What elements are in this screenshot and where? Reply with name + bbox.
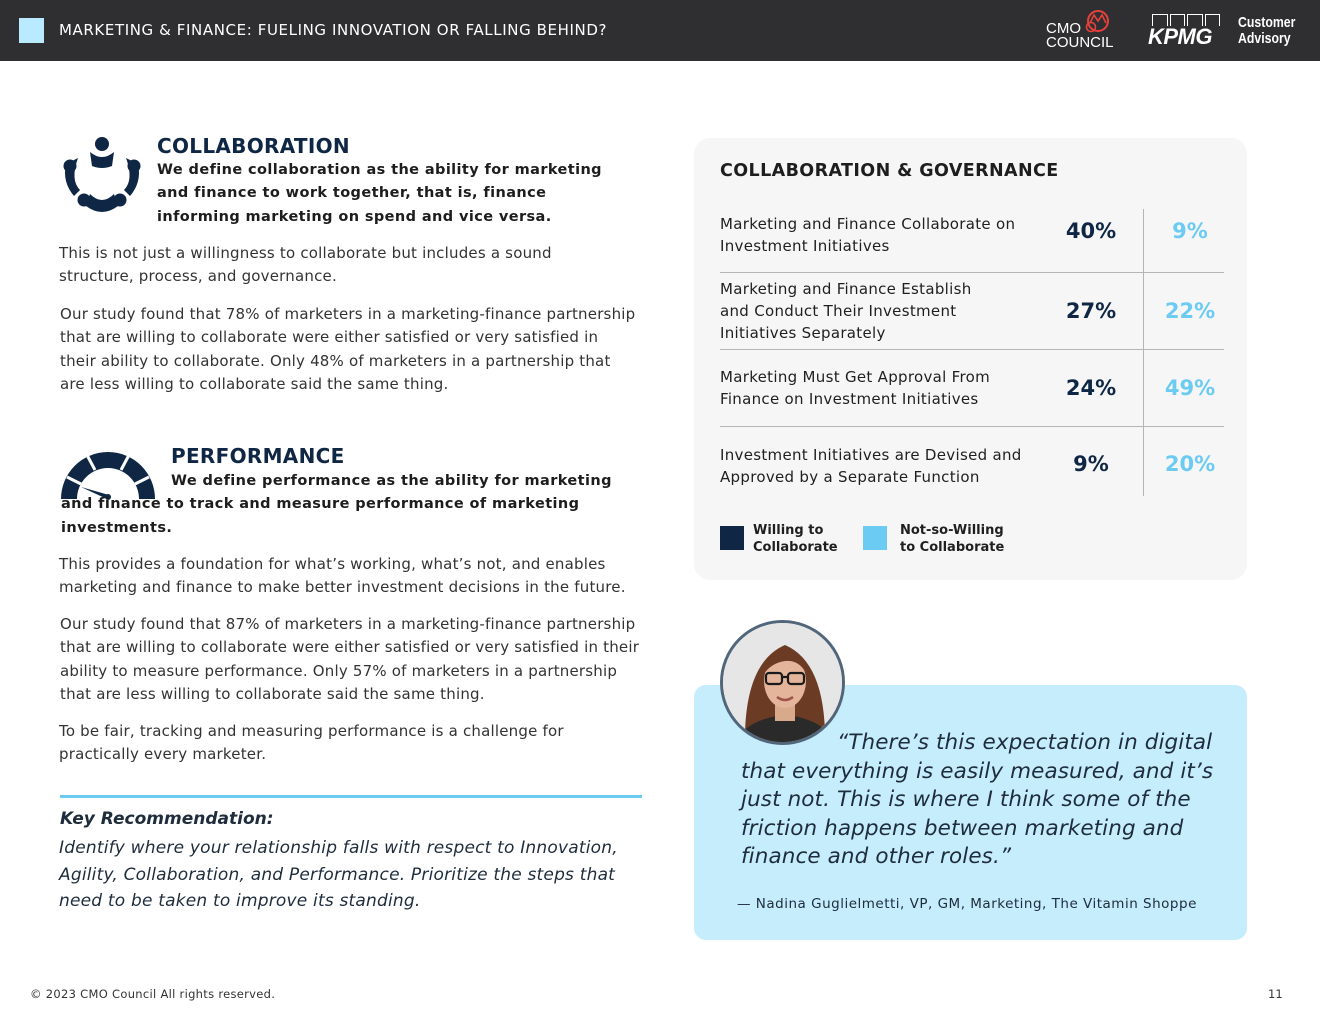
- recommendation-text: Identify where your relationship falls with respect to Innovation, Agility, Collaboration, and Performance. Prioritize the steps that need to be taken to improve its standing.: [59, 838, 618, 911]
- collaboration-heading: COLLABORATION: [157, 134, 350, 158]
- collaboration-paragraph-2: Our study found that 78% of marketers in a marketing-finance partnership that are willing to collaborate were either satisfied or very satisfied in their ability to collaborate. Only 48% of marketers in a partnership that are less willing to collaborate said the same thing.: [60, 305, 636, 393]
- collaboration-paragraph-1: This is not just a willingness to collaborate but includes a sound structure, process, and governance.: [59, 244, 552, 286]
- governance-row: [720, 350, 1224, 427]
- performance-paragraph-2: Our study found that 87% of marketers in a marketing-finance partnership that are willing to collaborate were either satisfied or very satisfied in their ability to measure performance. Only 57% of marketers in a partnership that are less willing to collaborate said the same thing.: [60, 615, 640, 703]
- avatar: [720, 620, 845, 745]
- performance-heading: PERFORMANCE: [171, 444, 345, 468]
- governance-row-label: Investment Initiatives are Devised and Approved by a Separate Function: [720, 446, 1022, 486]
- governance-row-not-willing-value: 49%: [1164, 376, 1216, 400]
- header-accent-square: [19, 18, 44, 43]
- cmo-council-logo: [1046, 8, 1116, 54]
- governance-row-not-willing-value: 20%: [1164, 452, 1216, 476]
- governance-row-not-willing-value: 22%: [1164, 299, 1216, 323]
- governance-row-label: Marketing Must Get Approval From Finance on Investment Initiatives: [720, 368, 991, 408]
- legend-willing-label: Willing to Collaborate: [753, 523, 838, 555]
- quote-text: “There’s this expectation in digital that everything is easily measured, and it’s just not. This is where I think some of the friction happens between marketing and finance and other roles.”: [741, 730, 1214, 869]
- governance-row-label: Marketing and Finance Collaborate on Investment Initiatives: [720, 215, 1016, 255]
- collaboration-definition: We define collaboration as the ability for marketing and finance to work together, that is, finance informing marketing on spend and vice versa.: [157, 162, 602, 225]
- governance-title: COLLABORATION & GOVERNANCE: [720, 161, 1059, 181]
- legend-willing-swatch: [720, 526, 744, 550]
- governance-row-not-willing-value: 9%: [1172, 219, 1208, 243]
- governance-row: [720, 427, 1224, 496]
- page-header: [0, 0, 1320, 61]
- page-number: 11: [1268, 987, 1283, 1001]
- governance-row-willing-value: 24%: [1065, 376, 1117, 400]
- cmo-logo-line2: COUNCIL: [1046, 34, 1114, 51]
- governance-row-willing-value: 40%: [1065, 219, 1117, 243]
- legend-not-willing-label: Not-so-Willing to Collaborate: [900, 523, 1005, 555]
- performance-paragraph-3: To be fair, tracking and measuring performance is a challenge for practically every marketer.: [59, 722, 564, 764]
- customer-advisory-logo: Customer Advisory: [1238, 14, 1296, 47]
- performance-definition: We define performance as the ability for marketing and finance to track and measure performance of marketing investments.: [61, 473, 612, 536]
- performance-paragraph-1: This provides a foundation for what’s working, what’s not, and enables marketing and finance to make better investment decisions in the future.: [59, 555, 626, 597]
- legend-not-willing-swatch: [863, 526, 887, 550]
- kpmg-logo: KPMG: [1148, 14, 1224, 48]
- governance-row: [720, 209, 1224, 273]
- quote-author: — Nadina Guglielmetti, VP, GM, Marketing, The Vitamin Shoppe: [737, 896, 1197, 912]
- recommendation-divider: [60, 795, 642, 798]
- cmo-logo-line1: CMO: [1046, 20, 1081, 37]
- governance-row-willing-value: 9%: [1073, 452, 1109, 476]
- footer-copyright: © 2023 CMO Council All rights reserved.: [30, 987, 276, 1001]
- people-circle-icon: [60, 136, 144, 222]
- governance-row-label: Marketing and Finance Establish and Conduct Their Investment Initiatives Separately: [720, 280, 972, 342]
- recommendation-title: Key Recommendation:: [60, 809, 274, 829]
- governance-row: [720, 273, 1224, 350]
- page-title: MARKETING & FINANCE: FUELING INNOVATION OR FALLING BEHIND?: [59, 21, 608, 39]
- governance-row-willing-value: 27%: [1065, 299, 1117, 323]
